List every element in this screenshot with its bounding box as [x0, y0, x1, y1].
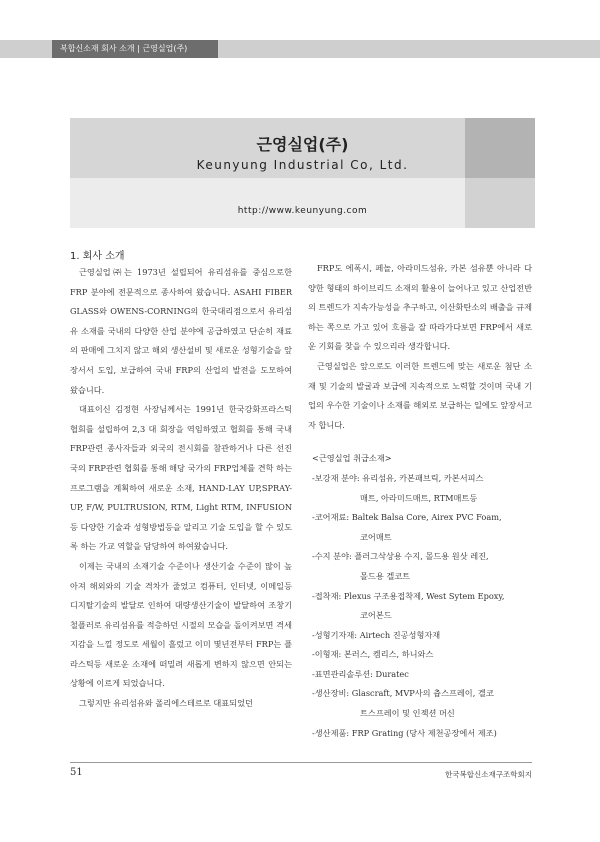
list-item [312, 587, 532, 626]
materials-list-title: <근영실업 취급소재> [312, 453, 392, 464]
list-item-text: Glascraft, MVP사의 츕스프레이, 겔코 [351, 688, 494, 699]
paragraph: 이제는 국내의 소재기술 수준이나 생산기술 수준이 많이 높아져 해외와의 기술 격차가 줄었고 컴퓨터, 인터넷, 이메일등 디지탈기술의 발달로 인하여 대량생산기술이 발달하여 조창기 철플러로 유리섬유를 적층하던 시절의 모습을 돌이켜보면 격세지감을 느낄 정도로 세월이 흘렀고 이미 몇년전부터 FRP는 플라스틱등 새로운 소재에 떠밀려 새롭게 변하지 않으면 안되는 상황에 이르게 되었습니다. [70, 560, 292, 689]
company-name-english: Keunyung Industrial Co, Ltd. [196, 158, 409, 172]
list-item [312, 626, 532, 646]
list-item-label: -이형재: [312, 649, 342, 660]
list-item-label: -보강재 분야: [312, 472, 360, 483]
materials-list [312, 449, 532, 743]
list-item-text: Duratec [375, 668, 409, 679]
list-item-continuation: 매트, 아라미드매트, RTM매트등 [360, 492, 478, 503]
list-item-text: 본러스, 켐리스, 하니와스 [343, 649, 434, 660]
header-bar [0, 40, 600, 58]
journal-name: 한국복합신소재구조학회지 [445, 770, 532, 779]
list-item-text: 유리섬유, 카본패브릭, 카본서피스 [362, 472, 484, 483]
paragraph: FRP도 에폭시, 페놀, 아라미드섬유, 카본 섬유뿐 아니라 다양한 형태의 하이브리드 소재의 활용이 늘어나고 있고 산업전반의 트렌드가 지속가능성을 추구하고, 이산화탄소의 배출을 규제하는 쪽으로 가고 있어 흐름을 잘 따라가다보면 FRP에서 새로운 기회를 찾을 수 있으리라 생각합니다. [308, 263, 532, 352]
list-item-label: -생산장비: [312, 688, 350, 699]
list-item-text: 플러그삭상용 수지, 몰드용 원삿 레진, [354, 551, 489, 562]
list-item-text: Plexus 구조용접착제, West Sytem Epoxy, [343, 590, 505, 601]
list-item-text: Baltek Balsa Core, Airex PVC Foam, [351, 512, 502, 523]
list-item-text: Airtech 진공성형자재 [359, 629, 441, 640]
list-item-continuation: 트스프레이 및 인젝션 머신 [360, 708, 455, 719]
list-item [312, 645, 532, 665]
paragraph: 근영실업㈜는 1973년 설립되어 유리섬유를 중심으로한 FRP 분야에 전문적으로 종사하여 왔습니다. ASAHI FIBER GLASS와 OWENS-CORNING의 한국대리점으로서 유리섬유 소재를 국내의 다양한 산업 분야에 공급하였고 단순히 재료의 판매에 그치지 않고 해외 생산설비 및 새로운 성형기술을 앞장서서 도입, 보급하여 국내 FRP의 산업의 발전을 도모하여 왔습니다. [70, 267, 292, 395]
list-item-continuation: 코어본드 [360, 610, 392, 621]
url-background [70, 178, 465, 228]
list-item-label: -표면관리솔루션: [312, 668, 373, 679]
left-column [70, 263, 292, 714]
paragraph: 대표이신 김정현 사장님께서는 1991년 한국강화프라스틱협회를 설립하여 2,3 대 회장을 역임하였고 협회를 통해 국내 FRP관련 종사자들과 외국의 전시회를 참관하거나 다른 선진국의 FRP관련 협회를 통해 해당 국가의 FRP업체를 견학 하는 프로그램을 계획하여 새로운 소재, HAND-LAY UP,SPRAY-UP, F/W, PULTRUSION, RTM, Light RTM, INFUSION 등 다양한 기술과 성형방법등을 알리고 기술 도입을 할 수 있도록 하는 가교 역할을 담당하여 하여왔습니다. [70, 404, 292, 552]
footer-divider [70, 762, 532, 763]
right-column [308, 259, 532, 743]
list-item-label: -수지 분야: [312, 551, 352, 562]
list-item [312, 724, 532, 744]
list-item-text: FRP Grating (당사 제천공장에서 제조) [351, 727, 497, 738]
url-accent-block [465, 178, 535, 228]
paragraph: 근영실업은 앞으로도 이러한 트렌드에 맞는 새로운 첨단 소재 및 기술의 발굴과 보급에 지속적으로 노력할 것이며 국내 기업의 우수한 기술이나 소재를 해외로 보급하는 일에도 앞장서고자 합니다. [308, 360, 532, 430]
list-item [312, 547, 532, 586]
list-item-continuation: 코어매트 [360, 531, 392, 542]
list-item-label: -성형기자재: [312, 629, 358, 640]
title-block [70, 118, 535, 228]
list-item [312, 469, 532, 508]
paragraph: 그렇지만 유리섬유와 폴리에스테르로 대표되었던 [79, 698, 253, 709]
company-url[interactable]: http://www.keunyung.com [237, 206, 368, 216]
list-item [312, 665, 532, 685]
list-item [312, 508, 532, 547]
list-item [312, 684, 532, 723]
list-item-continuation: 몰드용 겔코트 [360, 570, 411, 581]
section-heading: 1. 회사 소개 [70, 251, 125, 262]
page-number: 51 [70, 767, 83, 778]
list-item-label: -접착재: [312, 590, 342, 601]
list-item-label: -코어재료: [312, 512, 350, 523]
company-name-korean: 근영실업(주) [256, 135, 349, 154]
running-header: 복합신소재 회사 소개 | 근영실업(주) [52, 40, 218, 58]
list-item-label: -생산제품: [312, 727, 350, 738]
